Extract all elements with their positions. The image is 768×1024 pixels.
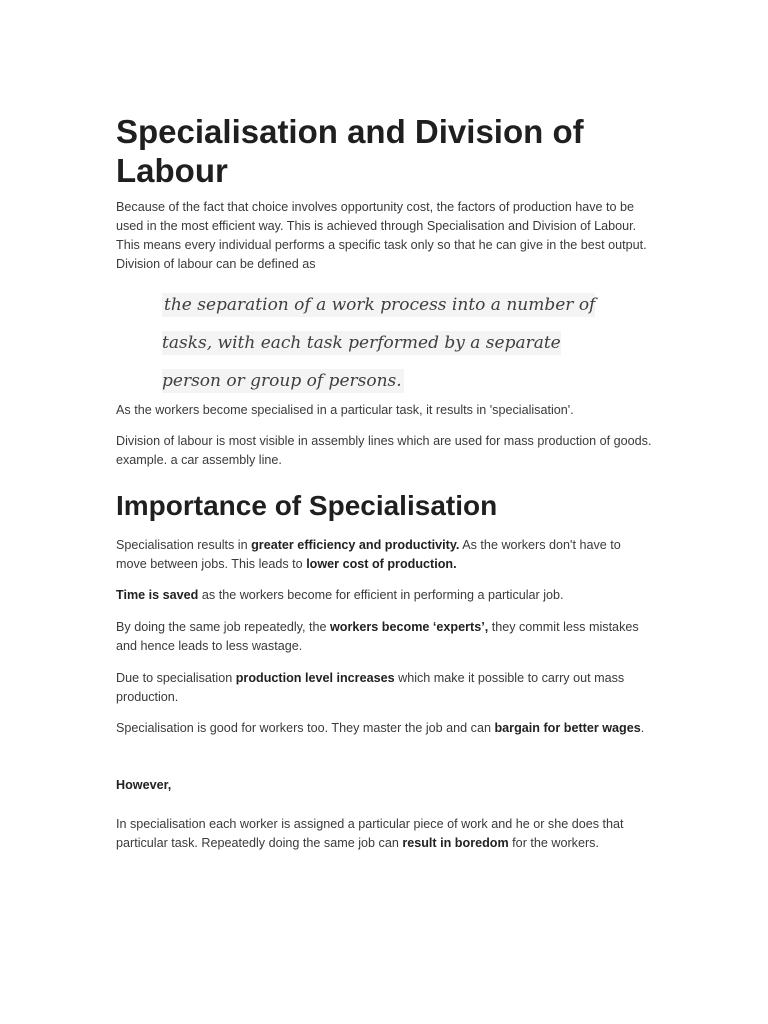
- assembly-paragraph: Division of labour is most visible in assembly lines which are used for mass production of goods. example. a car assembly line.: [116, 434, 652, 467]
- boredom-paragraph: In specialisation each worker is assigned a particular piece of work and he or she does that particular task. Repeatedly doing the same job can result in boredom for the workers.: [116, 817, 624, 850]
- boredom-highlight: result in boredom: [402, 836, 509, 850]
- definition-quote: [162, 286, 622, 400]
- efficiency-highlight: greater efficiency and productivity.: [251, 538, 460, 552]
- definition-quote-text: the separation of a work process into a number of tasks, with each task performed by a separate person or group of persons.: [162, 295, 596, 391]
- experts-paragraph: By doing the same job repeatedly, the workers become ‘experts’, they commit less mistakes and hence leads to less wastage.: [116, 620, 639, 653]
- production-highlight: production level increases: [235, 671, 395, 685]
- specialised-paragraph: As the workers become specialised in a particular task, it results in 'specialisation'.: [116, 403, 574, 417]
- efficiency-paragraph: Specialisation results in greater efficiency and productivity. As the workers don't have to move between jobs. This leads to lower cost of production.: [116, 538, 621, 571]
- time-saved-highlight: Time is saved: [116, 588, 199, 602]
- cost-highlight: lower cost of production.: [306, 557, 457, 571]
- intro-paragraph: Because of the fact that choice involves opportunity cost, the factors of production have to be used in the most efficient way. This is achieved through Specialisation and Division of Labour. This means every individual performs a specific task only so that he can give in the best output. Division of labour can be defined as: [116, 200, 647, 271]
- wages-paragraph: Specialisation is good for workers too. They master the job and can bargain for better wages.: [116, 721, 645, 735]
- experts-highlight: workers become ‘experts’,: [330, 620, 489, 634]
- however-label: However,: [116, 778, 172, 792]
- time-saved-paragraph: Time is saved as the workers become for efficient in performing a particular job.: [116, 588, 564, 602]
- production-paragraph: Due to specialisation production level increases which make it possible to carry out mass production.: [116, 671, 625, 704]
- wages-highlight: bargain for better wages: [494, 721, 641, 735]
- page-title: Specialisation and Division of Labour: [116, 113, 584, 189]
- section-heading: Importance of Specialisation: [116, 490, 498, 521]
